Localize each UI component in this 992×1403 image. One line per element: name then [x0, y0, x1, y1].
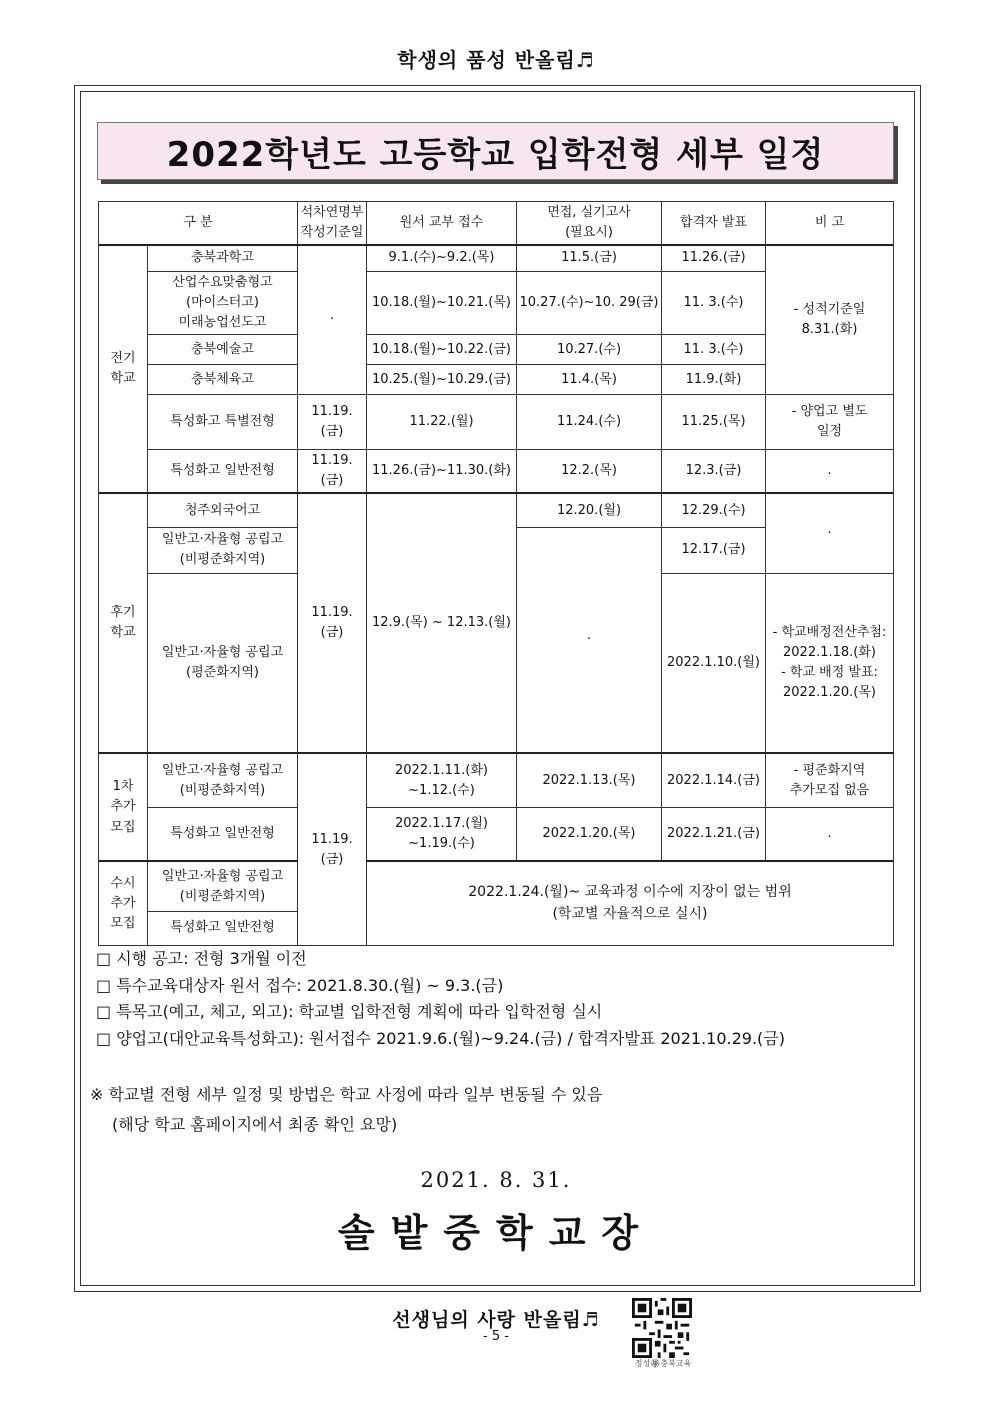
school-cell: 특성화고 일반전형	[148, 911, 298, 945]
announce-cell: 11.9.(화)	[662, 365, 766, 395]
announce-cell: 11. 3.(수)	[662, 271, 766, 334]
interview-cell: 12.2.(목)	[517, 450, 662, 494]
page-number: - 5 -	[483, 1329, 509, 1344]
announce-cell: 12.17.(금)	[662, 527, 766, 573]
qr-code-icon	[632, 1298, 692, 1358]
school-cell: 일반고·자율형 공립고 (비평준화지역)	[148, 527, 298, 573]
school-cell: 충북체육고	[148, 365, 298, 395]
footnote	[90, 1080, 602, 1140]
application-cell: 2022.1.11.(화) ~1.12.(수)	[367, 753, 517, 807]
interview-cell: 12.20.(월)	[517, 493, 662, 527]
interview-cell: 10.27.(수)~10. 29(금)	[517, 271, 662, 334]
interview-cell: 2022.1.20.(목)	[517, 807, 662, 861]
application-cell: 11.26.(금)~11.30.(화)	[367, 450, 517, 494]
announce-cell: 11. 3.(수)	[662, 335, 766, 365]
qr-caption: 정성🏵충북교육	[634, 1359, 692, 1368]
note-cell: ·	[766, 493, 894, 573]
announce-cell: 11.25.(목)	[662, 395, 766, 450]
table-row	[99, 395, 894, 450]
record-cell: 11.19.(금)	[298, 395, 367, 450]
note-item: □ 시행 공고: 전형 3개월 이전	[96, 949, 307, 968]
record-cell: ·	[298, 245, 367, 394]
record-cell: 11.19.(금)	[298, 493, 367, 753]
anytime-period-cell: 2022.1.24.(월)~ 교육과정 이수에 지장이 없는 범위 (학교별 자율적으로 실시)	[367, 861, 894, 945]
application-cell: 9.1.(수)~9.2.(목)	[367, 245, 517, 271]
header-record-date: 석차연명부 작성기준일	[298, 202, 367, 246]
note-cell: - 양업고 별도 일정	[766, 395, 894, 450]
issue-date: 2021. 8. 31.	[420, 1168, 572, 1192]
table-row	[99, 245, 894, 271]
interview-cell: 11.24.(수)	[517, 395, 662, 450]
announce-cell: 12.29.(수)	[662, 493, 766, 527]
application-cell: 10.18.(월)~10.21.(목)	[367, 271, 517, 334]
application-cell: 2022.1.17.(월) ~1.19.(수)	[367, 807, 517, 861]
group-extra1: 1차 추가 모집	[99, 753, 148, 861]
record-cell: 11.19.(금)	[298, 450, 367, 494]
school-cell: 청주외국어고	[148, 493, 298, 527]
interview-cell: 11.4.(목)	[517, 365, 662, 395]
header-application: 원서 교부 접수	[367, 202, 517, 246]
announce-cell: 2022.1.10.(월)	[662, 573, 766, 753]
table-row	[99, 450, 894, 494]
notes-list	[96, 946, 785, 1052]
page-header-slogan: 학생의 품성 반올림♬	[397, 48, 595, 72]
principal-signature: 솔밭중학교장	[337, 1211, 655, 1255]
school-cell: 특성화고 일반전형	[148, 450, 298, 494]
interview-cell: 11.5.(금)	[517, 245, 662, 271]
note-cell: .	[766, 807, 894, 861]
application-cell: 10.18.(월)~10.22.(금)	[367, 335, 517, 365]
note-item: □ 양업고(대안교육특성화고): 원서접수 2021.9.6.(월)~9.24.(금) / 합격자발표 2021.10.29.(금)	[96, 1028, 785, 1048]
interview-cell: 2022.1.13.(목)	[517, 753, 662, 807]
announce-cell: 2022.1.21.(금)	[662, 807, 766, 861]
interview-cell: ·	[517, 527, 662, 753]
school-cell: 일반고·자율형 공립고 (비평준화지역)	[148, 753, 298, 807]
note-item: □ 특목고(예고, 체고, 외고): 학교별 입학전형 계획에 따라 입학전형 실시	[96, 1002, 603, 1021]
group-anytime: 수시 추가 모집	[99, 861, 148, 945]
group-early: 전기 학교	[99, 245, 148, 493]
school-cell: 충북예술고	[148, 335, 298, 365]
school-cell: 특성화고 특별전형	[148, 395, 298, 450]
school-cell: 충북과학고	[148, 245, 298, 271]
header-interview: 면접, 실기고사 (필요시)	[517, 202, 662, 246]
announce-cell: 12.3.(금)	[662, 450, 766, 494]
header-announce: 합격자 발표	[662, 202, 766, 246]
table-row	[99, 493, 894, 527]
application-cell: 11.22.(월)	[367, 395, 517, 450]
announce-cell: 2022.1.14.(금)	[662, 753, 766, 807]
record-cell: 11.19.(금)	[298, 753, 367, 945]
interview-cell: 10.27.(수)	[517, 335, 662, 365]
school-cell: 특성화고 일반전형	[148, 807, 298, 861]
school-cell: 일반고·자율형 공립고 (평준화지역)	[148, 573, 298, 753]
note-cell: - 학교배정전산추첨: 2022.1.18.(화) - 학교 배정 발표: 2022.1.20.(목)	[766, 573, 894, 753]
table-header-row	[99, 202, 894, 246]
note-cell: .	[766, 450, 894, 494]
table-row	[99, 807, 894, 861]
title-banner	[97, 122, 894, 180]
schedule-table	[98, 201, 894, 946]
group-late: 후기 학교	[99, 493, 148, 753]
document-title: 2022학년도 고등학교 입학전형 세부 일정	[166, 134, 825, 175]
school-cell: 일반고·자율형 공립고 (비평준화지역)	[148, 861, 298, 911]
note-cell: - 성적기준일 8.31.(화)	[766, 245, 894, 394]
application-cell: 10.25.(월)~10.29.(금)	[367, 365, 517, 395]
note-cell: - 평준화지역 추가모집 없음	[766, 753, 894, 807]
school-cell: 산업수요맞춤형고 (마이스터고) 미래농업선도고	[148, 271, 298, 334]
announce-cell: 11.26.(금)	[662, 245, 766, 271]
footer-slogan: 선생님의 사랑 반올림♬	[392, 1309, 600, 1331]
footnote-line: ※ 학교별 전형 세부 일정 및 방법은 학교 사정에 따라 일부 변동될 수 있음	[90, 1085, 603, 1104]
footnote-line: (해당 학교 홈페이지에서 최종 확인 요망)	[112, 1115, 398, 1134]
header-note: 비 고	[766, 202, 894, 246]
table-row	[99, 753, 894, 807]
application-cell: 12.9.(목) ~ 12.13.(월)	[367, 493, 517, 753]
note-item: □ 특수교육대상자 원서 접수: 2021.8.30.(월) ~ 9.3.(금)	[96, 975, 504, 995]
header-category: 구 분	[99, 202, 298, 246]
table-row	[99, 861, 894, 911]
